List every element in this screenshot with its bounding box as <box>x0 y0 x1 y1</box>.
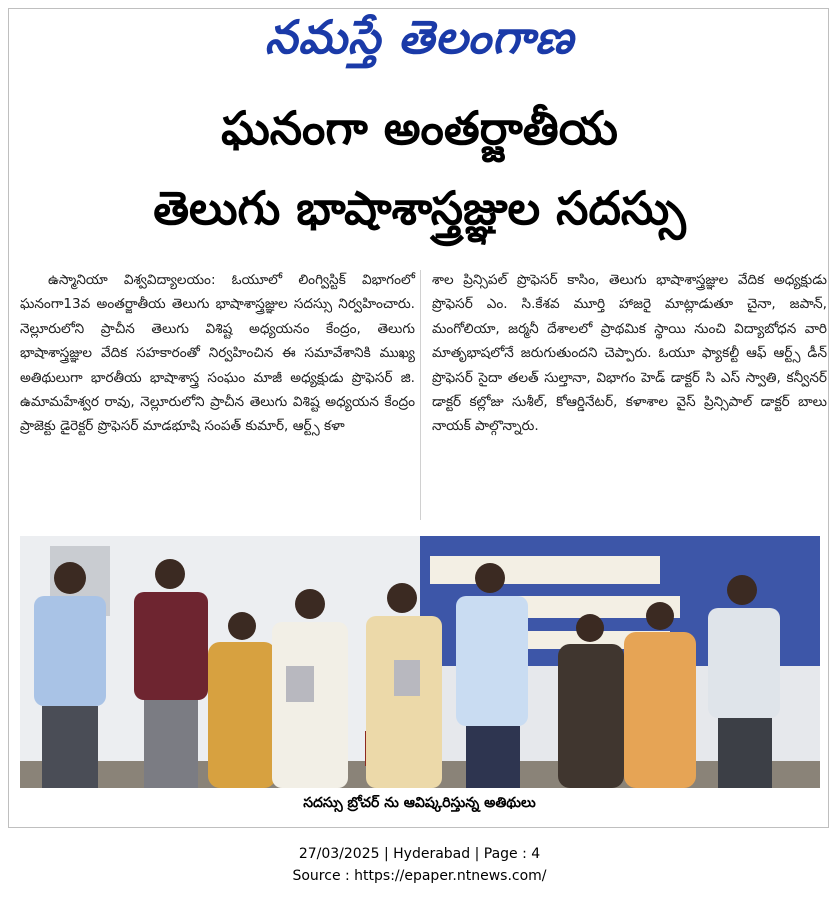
event-photo <box>20 536 820 788</box>
article-right-column: శాల ప్రిన్సిపల్ ప్రొఫెసర్ కాసిం, తెలుగు భాషాశాస్త్రజ్ఞుల వేదిక అధ్యక్షుడు ప్రొఫెసర్ ఎం. సి.కేశవ మూర్తి హాజరై మాట్లాడుతూ చైనా, జపాన్, మంగోలియా, జర్మనీ దేశాలలో ప్రాథమిక స్థాయి నుంచి విద్యాబోధన వారి మాతృభాషలోనే జరుగుతుందని చెప్పారు. ఓయూ ఫ్యాకల్టీ ఆఫ్ ఆర్ట్స్ డీన్ ప్రొఫెసర్ సైదా తలత్ సుల్తానా, విభాగం హెడ్ డాక్టర్ సి ఎస్ స్వాతి, కన్వీనర్ డాక్టర్ కల్లోజు సుశీల్, కోఆర్డినేటర్, కళాశాల వైస్ ప్రిన్సిపాల్ డాక్టర్ బాలు నాయక్ పాల్గొన్నారు. <box>432 272 827 435</box>
article-left-column: ఉస్మానియా విశ్వవిద్యాలయం: ఓయూలో లింగ్విస్టిక్ విభాగంలో ఘనంగా13వ అంతర్జాతీయ తెలుగు భాషాశాస్త్రజ్ఞుల సదస్సు నిర్వహించారు. నెల్లూరులోని ప్రాచీన తెలుగు విశిష్ట అధ్యయనం కేంద్రం, తెలుగు భాషాశాస్త్రజ్ఞుల వేదిక సహకారంతో నిర్వహించిన ఈ సమావేశానికి ముఖ్య అతిథులుగా భారతీయ భాషాశాస్త్ర సంఘం మాజీ అధ్యక్షుడు ప్రొఫెసర్ జి. ఉమామహేశ్వర రావు, నెల్లూరులోని ప్రాచీన తెలుగు విశిష్ట అధ్యయన కేంద్రం ప్రాజెక్టు డైరెక్టర్ ప్రొఫెసర్ మాడభూషి సంపత్ కుమార్, ఆర్ట్స్ కళా <box>20 272 415 435</box>
source-line: Source : https://epaper.ntnews.com/ <box>292 868 547 884</box>
event-photo-illustration <box>20 536 820 788</box>
headline-line-2: తెలుగు భాషాశాస్త్రజ్ఞుల సదస్సు <box>153 181 686 235</box>
column-divider <box>420 270 421 520</box>
headline-line-1: ఘనంగా అంతర్జాతీయ <box>221 101 618 155</box>
photo-caption: సదస్సు బ్రోచర్ ను ఆవిష్కరిస్తున్న అతిథులు <box>303 795 536 811</box>
newspaper-masthead: నమస్తే తెలంగాణ <box>264 10 575 64</box>
dateline: 27/03/2025 | Hyderabad | Page : 4 <box>298 846 541 862</box>
